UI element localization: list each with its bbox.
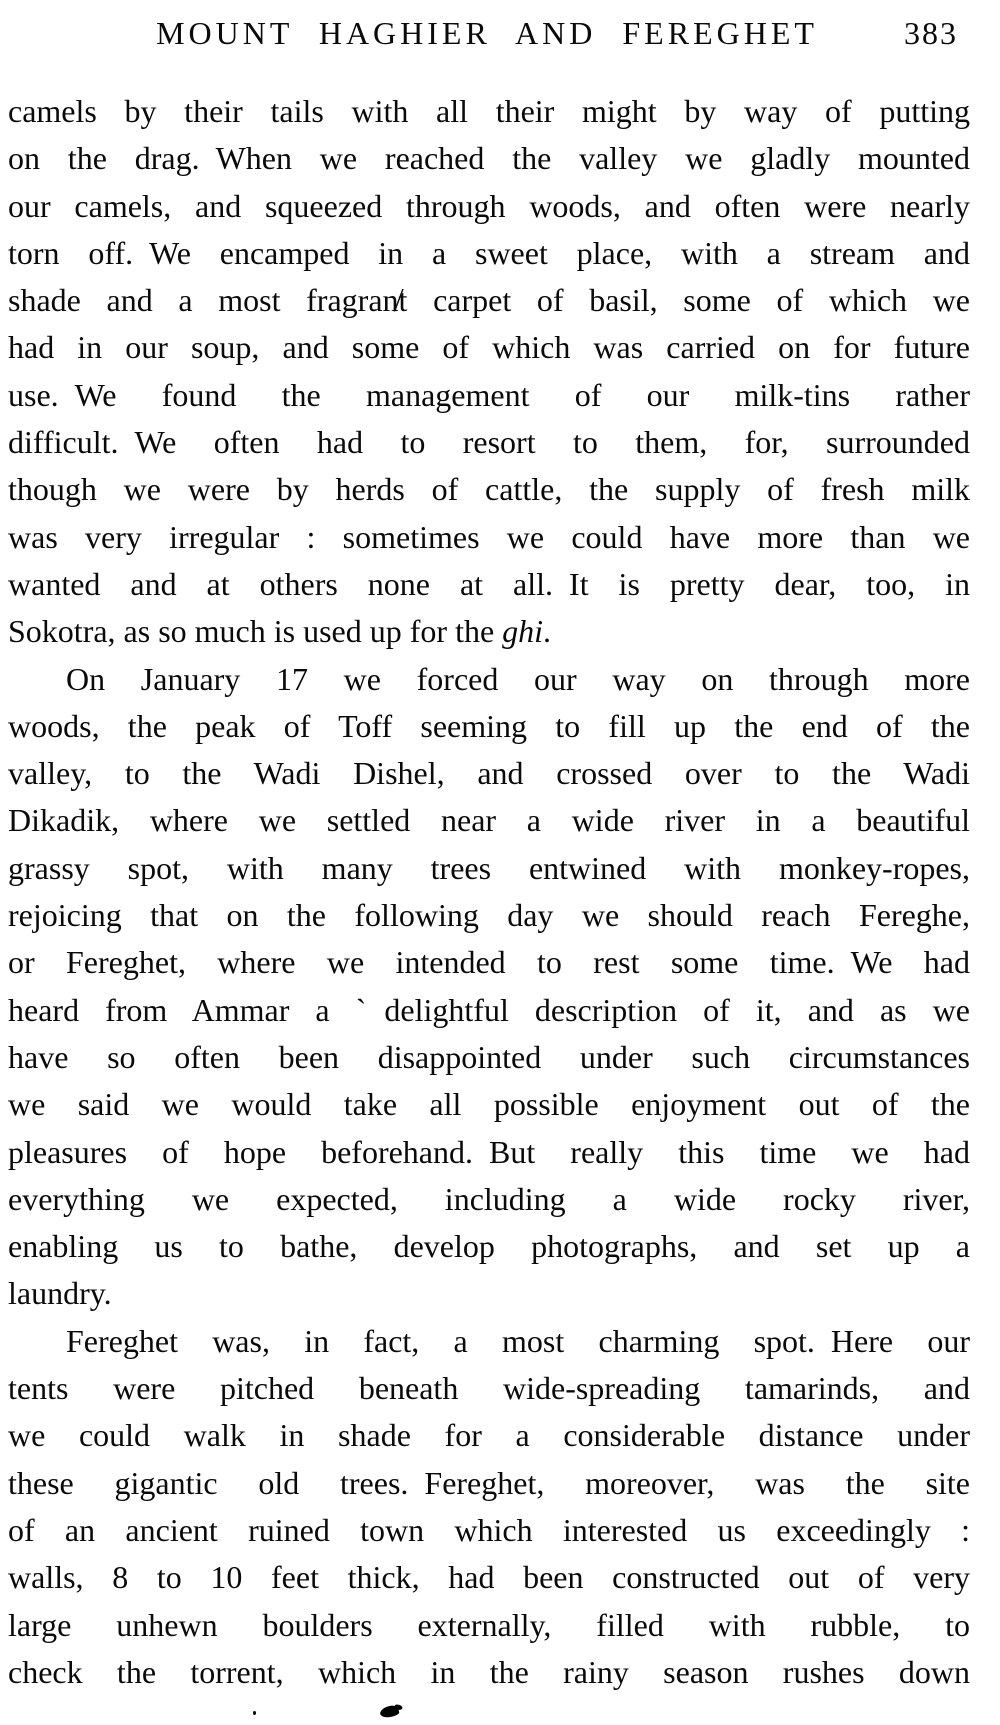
text-segment: enabling us to bathe, develop photographs, and set up a	[8, 1228, 970, 1265]
text-line	[8, 230, 970, 277]
text-segment: rejoicing that on the following day we should reach Fereghe,	[8, 897, 970, 934]
text-segment: Sokotra, as so much is used up for the	[8, 613, 503, 650]
paragraph	[8, 88, 970, 656]
text-segment: torn off. We encamped in a sweet place, with a stream and	[8, 234, 970, 271]
text-segment: we could walk in shade for a considerable distance under	[8, 1417, 970, 1454]
text-line	[8, 419, 970, 466]
text-line	[8, 939, 970, 986]
text-segment: grassy spot, with many trees entwined with monkey-ropes,	[8, 849, 970, 886]
text-line	[8, 1081, 970, 1128]
text-line	[8, 183, 970, 230]
text-segment: have so often been disappointed under such circumstances	[8, 1038, 970, 1075]
text-line	[8, 88, 970, 135]
text-segment: we said we would take all possible enjoyment out of the	[8, 1086, 970, 1123]
running-head: MOUNT HAGHIER AND FEREGHET	[156, 15, 818, 51]
page-body	[8, 88, 970, 1696]
text-segment: wanted and at others none at all. It is pretty dear, too, in	[8, 565, 970, 602]
text-line	[8, 277, 970, 324]
ink-dot-artifact	[253, 1711, 256, 1715]
text-line	[8, 1412, 970, 1459]
text-line	[8, 703, 970, 750]
text-segment: these gigantic old trees. Fereghet, moreover, was the site	[8, 1464, 970, 1501]
text-line	[8, 1034, 970, 1081]
text-segment: On January 17 we forced our way on through more	[66, 660, 970, 697]
text-line	[8, 324, 970, 371]
ink-blot-artifact	[379, 1705, 399, 1719]
text-segment: or Fereghet, where we intended to rest some time. We had	[8, 944, 970, 981]
text-line	[8, 1554, 970, 1601]
text-segment: difficult. We often had to resort to them, for, surrounded	[8, 424, 970, 461]
text-segment: walls, 8 to 10 feet thick, had been constructed out of very	[8, 1559, 970, 1596]
text-segment: .	[543, 613, 552, 650]
italic-word: ghi	[502, 613, 544, 650]
text-line	[8, 892, 970, 939]
text-line	[8, 1365, 970, 1412]
text-segment: on the drag. When we reached the valley we gladly mounted	[8, 140, 970, 177]
text-line	[8, 987, 970, 1034]
text-segment: our camels, and squeezed through woods, and often were nearly	[8, 187, 970, 224]
text-segment: tents were pitched beneath wide-spreading tamarinds, and	[8, 1370, 970, 1407]
text-segment: of an ancient ruined town which interested us exceedingly :	[8, 1511, 970, 1548]
text-line	[8, 1223, 970, 1270]
text-line	[8, 656, 970, 703]
text-segment: was very irregular : sometimes we could have more than we	[8, 518, 970, 555]
text-line	[8, 750, 970, 797]
paragraph	[8, 656, 970, 1318]
text-segment: pleasures of hope beforehand. But really this time we had	[8, 1133, 970, 1170]
text-segment: Fereghet was, in fact, a most charming spot. Here our	[66, 1322, 970, 1359]
text-segment: had in our soup, and some of which was carried on for future	[8, 329, 970, 366]
text-line	[8, 1507, 970, 1554]
text-line	[8, 1176, 970, 1223]
paragraph	[8, 1318, 970, 1696]
text-segment: heard from Ammar a ˋdelightful description of it, and as we	[8, 991, 970, 1028]
text-segment: use. We found the management of our milk-tins rather	[8, 376, 970, 413]
page-number: 383	[904, 15, 958, 51]
text-line	[8, 1129, 970, 1176]
text-segment: large unhewn boulders externally, filled with rubble, to	[8, 1606, 970, 1643]
text-segment: woods, the peak of Toff seeming to fill up the end of the	[8, 707, 970, 744]
text-segment: Dikadik, where we settled near a wide river in a beautiful	[8, 802, 970, 839]
text-line	[8, 514, 970, 561]
text-segment: shade and a most fragran̸t carpet of basil, some of which we	[8, 282, 970, 319]
text-segment: laundry.	[8, 1275, 112, 1312]
text-line	[8, 1649, 970, 1696]
text-segment: check the torrent, which in the rainy season rushes down	[8, 1653, 970, 1690]
text-line	[8, 797, 970, 844]
text-segment: everything we expected, including a wide rocky river,	[8, 1180, 970, 1217]
text-line	[8, 466, 970, 513]
text-line	[8, 1602, 970, 1649]
text-line	[8, 561, 970, 608]
text-line	[8, 845, 970, 892]
text-line	[8, 608, 970, 655]
text-segment: camels by their tails with all their might by way of putting	[8, 93, 970, 129]
text-segment: valley, to the Wadi Dishel, and crossed over to the Wadi	[8, 755, 970, 792]
text-line	[8, 1270, 970, 1317]
text-line	[8, 1318, 970, 1365]
text-line	[8, 1460, 970, 1507]
text-line	[8, 372, 970, 419]
text-line	[8, 135, 970, 182]
text-segment: though we were by herds of cattle, the supply of fresh milk	[8, 471, 970, 508]
